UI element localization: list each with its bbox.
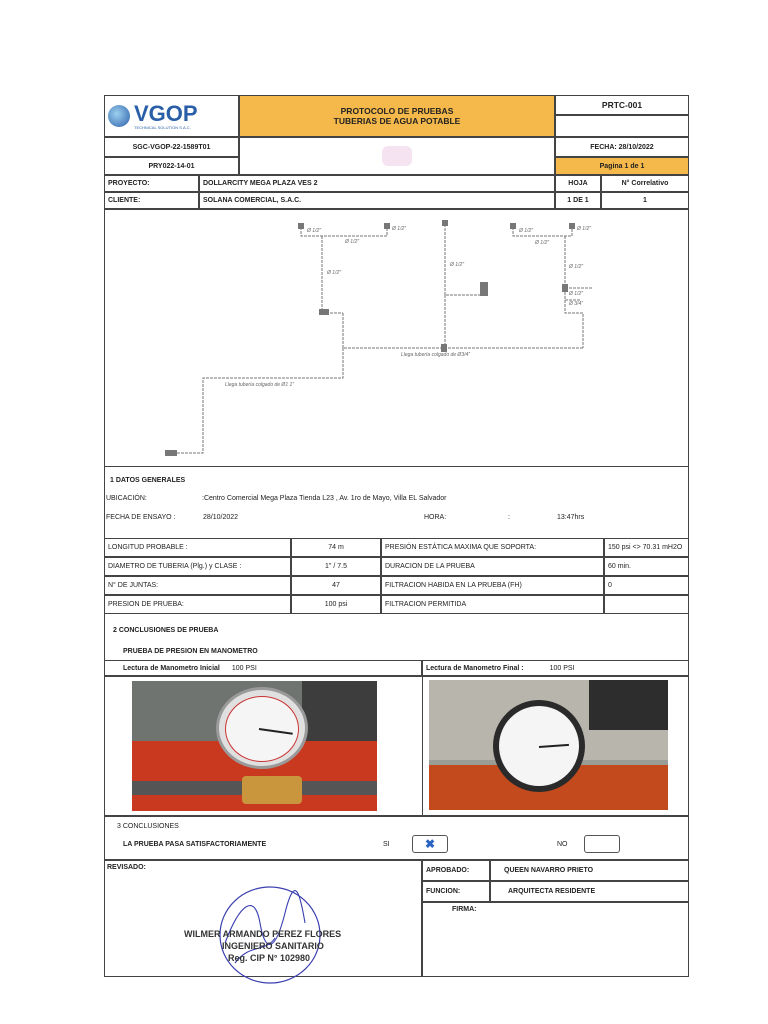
no-checkbox[interactable] xyxy=(584,835,620,853)
funcion-label: FUNCION: xyxy=(422,881,490,902)
title-line2: TUBERIAS DE AGUA POTABLE xyxy=(333,116,461,126)
pipe-label: Ø 1/2" xyxy=(392,226,407,232)
logo xyxy=(108,100,198,130)
presion-value: 100 psi xyxy=(291,595,381,614)
doc-code-cell xyxy=(555,95,689,115)
aprobado-value: QUEEN NAVARRO PRIETO xyxy=(490,860,689,881)
diametro-label: DIAMETRO DE TUBERIA (Plg.) y CLASE : xyxy=(104,557,291,576)
pipe-label: Llega tubería colgado de Ø3/4" xyxy=(401,352,471,358)
longitud-value: 74 m xyxy=(291,538,381,557)
photo-final-gauge xyxy=(429,680,668,810)
duracion-value: 60 min. xyxy=(604,557,689,576)
hora-label: HORA: xyxy=(424,514,447,521)
fecha-ensayo-label: FECHA DE ENSAYO : xyxy=(106,514,176,521)
sgc-code-cell: SGC-VGOP-22-1589T01 xyxy=(104,137,239,157)
hoja-label: HOJA xyxy=(555,175,601,192)
header-title xyxy=(239,95,555,137)
inicial-label: Lectura de Manometro Inicial xyxy=(123,664,220,672)
proyecto-value: DOLLARCITY MEGA PLAZA VES 2 xyxy=(199,175,555,192)
longitud-label: LONGITUD PROBABLE : xyxy=(104,538,291,557)
logo-text: VGOP xyxy=(134,100,198,126)
aprobado-label: APROBADO: xyxy=(422,860,490,881)
prueba-subtitle: PRUEBA DE PRESION EN MANOMETRO xyxy=(123,648,258,655)
final-label: Lectura de Manometro Final : xyxy=(426,664,524,672)
logo-icon xyxy=(108,105,130,127)
si-checkbox[interactable] xyxy=(412,835,448,853)
inicial-value: 100 PSI xyxy=(231,664,257,672)
section-title-conclusiones-prueba: 2 CONCLUSIONES DE PRUEBA xyxy=(113,627,219,634)
estatica-label: PRESIÓN ESTÁTICA MAXIMA QUE SOPORTA: xyxy=(381,538,604,557)
revisado-label: REVISADO: xyxy=(107,864,146,871)
section-title-conclusiones: 3 CONCLUSIONES xyxy=(117,823,179,830)
cliente-value: SOLANA COMERCIAL, S.A.C. xyxy=(199,192,555,209)
filtracion-value: 0 xyxy=(604,576,689,595)
no-label: NO xyxy=(557,841,568,848)
firma-box xyxy=(422,902,689,977)
presion-label: PRESION DE PRUEBA: xyxy=(104,595,291,614)
permitida-label: FILTRACION PERMITIDA xyxy=(381,595,604,614)
hoja-value: 1 DE 1 xyxy=(555,192,601,209)
gauge-icon xyxy=(493,700,585,792)
permitida-value xyxy=(604,595,689,614)
watermark-logo xyxy=(382,146,412,166)
correlativo-label: N° Correlativo xyxy=(601,175,689,192)
final-row xyxy=(422,660,689,676)
pipe-label: Ø 1/2" xyxy=(519,228,534,234)
doc-code: PRTC-001 xyxy=(601,100,643,110)
project-code-cell: PRY022-14-01 xyxy=(104,157,239,175)
date-cell: FECHA: 28/10/2022 xyxy=(555,137,689,157)
title-line1: PROTOCOLO DE PRUEBAS xyxy=(340,106,454,116)
gauge-icon xyxy=(216,687,308,769)
pasa-label: LA PRUEBA PASA SATISFACTORIAMENTE xyxy=(123,841,267,848)
estatica-value: 150 psi <> 70.31 mH2O xyxy=(604,538,689,557)
empty-code-cell xyxy=(555,115,689,137)
inicial-row xyxy=(104,660,422,676)
hora-value: 13:47hrs xyxy=(557,514,585,521)
check-mark-icon: ✖ xyxy=(424,837,436,851)
photo-initial-gauge xyxy=(132,681,377,811)
pipe-label: Ø 1/2" xyxy=(535,240,550,246)
diametro-value: 1" / 7.5 xyxy=(291,557,381,576)
duracion-label: DURACION DE LA PRUEBA xyxy=(381,557,604,576)
logo-cell xyxy=(104,95,239,137)
pipe-label: Ø 1/2" xyxy=(307,228,322,234)
pipe-label: Ø 1/2" xyxy=(327,270,342,276)
pipe-label: Ø 1/2" xyxy=(450,262,465,268)
pipe-label: Ø 1/2" xyxy=(345,239,360,245)
watermark-cell xyxy=(239,137,555,175)
page-cell: Pagina 1 de 1 xyxy=(555,157,689,175)
correlativo-value: 1 xyxy=(601,192,689,209)
juntas-value: 47 xyxy=(291,576,381,595)
hora-sep: : xyxy=(508,514,510,521)
piping-diagram xyxy=(104,209,689,467)
funcion-value: ARQUITECTA RESIDENTE xyxy=(490,881,689,902)
pipe-label: Ø 1/2" xyxy=(569,291,584,297)
logo-subtext: TECHNICAL SOLUTION S.A.C. xyxy=(134,124,191,130)
pipe-label: Ø 1/2" xyxy=(569,264,584,270)
cliente-label: CLIENTE: xyxy=(104,192,199,209)
filtracion-label: FILTRACION HABIDA EN LA PRUEBA (FH) xyxy=(381,576,604,595)
pipe-label: Ø 3/4" xyxy=(569,301,584,307)
section-title-datos: 1 DATOS GENERALES xyxy=(110,477,186,484)
si-label: SI xyxy=(383,841,390,848)
fecha-ensayo-value: 28/10/2022 xyxy=(203,514,239,521)
final-value: 100 PSI xyxy=(549,664,575,672)
engineer-reg: Reg. CIP N° 102980 xyxy=(228,953,310,963)
juntas-label: N° DE JUNTAS: xyxy=(104,576,291,595)
photos-divider xyxy=(422,676,423,816)
proyecto-label: PROYECTO: xyxy=(104,175,199,192)
ubicacion-label: UBICACIÓN: xyxy=(106,495,147,502)
piping-diagram-svg xyxy=(105,210,690,468)
firma-label: FIRMA: xyxy=(452,906,477,913)
engineer-name: WILMER ARMANDO PEREZ FLORES xyxy=(184,929,342,939)
pipe-label: Ø 1/2" xyxy=(577,226,592,232)
engineer-title: INGENIERO SANITARIO xyxy=(222,941,324,951)
ubicacion-value: :Centro Comercial Mega Plaza Tienda L23 , Av. 1ro de Mayo, Villa EL Salvador xyxy=(202,495,447,502)
pipe-label: Llega tubería colgado de Ø1 1" xyxy=(225,382,295,388)
